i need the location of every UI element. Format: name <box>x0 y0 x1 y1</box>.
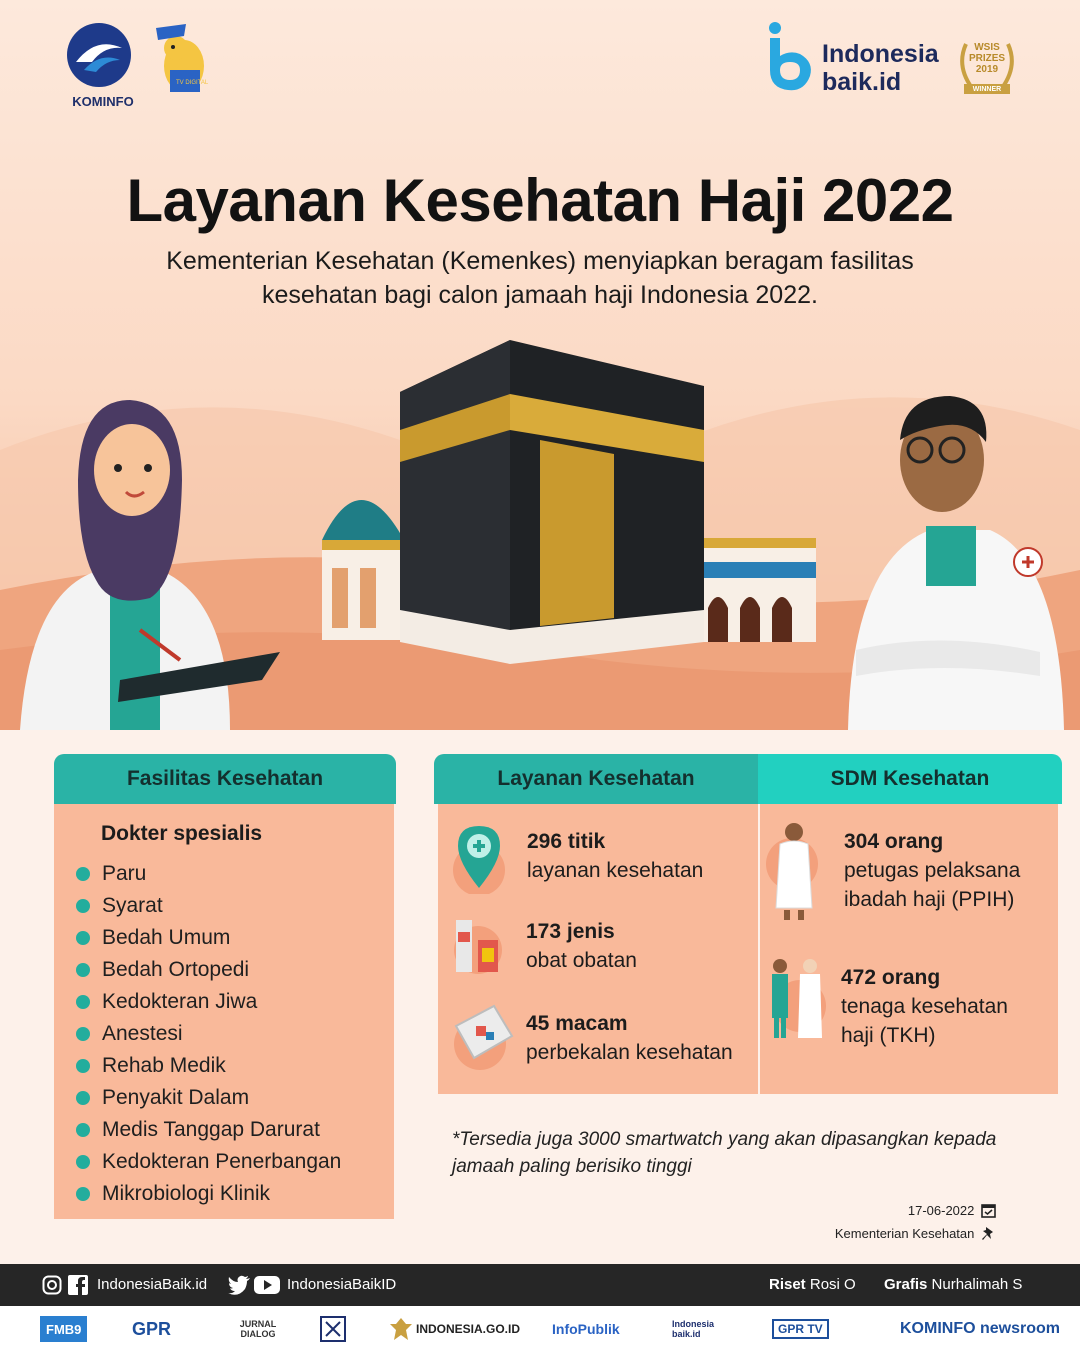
list-item: Kedokteran Penerbangan <box>76 1146 341 1178</box>
stat-tkh: 472 orang tenaga kesehatan haji (TKH) <box>841 966 1008 1047</box>
stat-ppih: 304 orang petugas pelaksana ibadah haji (PPIH) <box>844 830 1021 911</box>
bullet-icon <box>76 931 90 945</box>
wsis-line3: 2019 <box>975 64 999 75</box>
facebook-icon[interactable] <box>68 1275 88 1295</box>
list-item: Rehab Medik <box>76 1050 341 1082</box>
sdm-kesehatan-header: SDM Kesehatan <box>758 754 1062 804</box>
calendar-icon <box>981 1203 996 1218</box>
pin-icon <box>981 1226 996 1241</box>
bullet-icon <box>76 867 90 881</box>
page-subtitle: Kementerian Kesehatan (Kemenkes) menyiapkan beragam fasilitas kesehatan bagi calon jamaah haji Indonesia 2022. <box>166 247 914 309</box>
kominfo-label: KOMINFO <box>72 94 134 109</box>
partner-logo-kominfo-newsroom[interactable]: KOMINFO newsroom <box>900 1320 1061 1337</box>
bullet-icon <box>76 995 90 1009</box>
medicine-icon <box>450 912 510 976</box>
kominfo-logo <box>66 22 140 109</box>
wsis-line1: WSIS <box>974 42 1000 53</box>
page-title: Layanan Kesehatan Haji 2022 <box>126 167 954 234</box>
youtube-icon[interactable] <box>254 1275 280 1295</box>
partner-logo-indonesia-go-id[interactable]: INDONESIA.GO.ID <box>416 1322 521 1336</box>
indonesia-baik-line1: Indonesia <box>822 40 939 68</box>
specialist-list <box>76 858 341 1210</box>
location-pin-icon <box>450 822 508 894</box>
footer-social-bar <box>0 1264 1080 1306</box>
smartwatch-note: *Tersedia juga 3000 smartwatch yang akan dipasangkan kepada jamaah paling berisiko tinggi <box>452 1129 997 1177</box>
stat-titik: 296 titik layanan kesehatan <box>527 830 704 882</box>
publish-date: 17-06-2022 <box>908 1203 996 1218</box>
mosque-dome-icon <box>322 500 404 640</box>
stat-obat: 173 jenis obat obatan <box>526 920 637 972</box>
bullet-icon <box>76 963 90 977</box>
hajj-illustration <box>0 330 1080 730</box>
source-credit: Kementerian Kesehatan <box>835 1226 996 1241</box>
partner-logo-square-icon[interactable] <box>320 1316 346 1342</box>
partner-logo-gpr-tv[interactable]: GPR TV <box>772 1319 829 1339</box>
wsis-prizes-badge <box>954 36 1020 100</box>
indonesia-baik-b-icon <box>768 20 820 96</box>
hajj-pilgrim-icon <box>764 818 824 924</box>
handle-left[interactable]: IndonesiaBaik.id <box>97 1276 208 1293</box>
list-item: Paru <box>76 858 341 890</box>
list-item: Bedah Ortopedi <box>76 954 341 986</box>
footer-partner-bar <box>0 1306 1080 1350</box>
bullet-icon <box>76 1187 90 1201</box>
partner-logo-fmb9[interactable]: FMB9 <box>40 1316 87 1342</box>
partner-logo-gpr[interactable]: GPR <box>132 1318 172 1339</box>
medical-kit-icon <box>450 996 516 1072</box>
fasilitas-kesehatan-card <box>54 804 394 1219</box>
bullet-icon <box>76 1059 90 1073</box>
sdm-kesehatan-card <box>760 804 1058 1094</box>
partner-logo-indonesia-baik[interactable]: Indonesia baik.id <box>672 1319 715 1339</box>
tv-digital-mascot-icon <box>146 22 216 106</box>
list-item: Kedokteran Jiwa <box>76 986 341 1018</box>
instagram-icon[interactable] <box>42 1275 62 1295</box>
bullet-icon <box>76 1027 90 1041</box>
bullet-icon <box>76 899 90 913</box>
bullet-icon <box>76 1091 90 1105</box>
list-item: Mikrobiologi Klinik <box>76 1178 341 1210</box>
partner-logo-jurnal-dialog[interactable]: JURNAL DIALOG <box>239 1319 277 1339</box>
handle-right[interactable]: IndonesiaBaikID <box>287 1276 397 1293</box>
dokter-spesialis-heading: Dokter spesialis <box>101 822 263 845</box>
layanan-kesehatan-card <box>438 804 758 1094</box>
stat-perbekalan: 45 macam perbekalan kesehatan <box>526 1012 733 1064</box>
list-item: Bedah Umum <box>76 922 341 954</box>
bullet-icon <box>76 1123 90 1137</box>
fasilitas-kesehatan-header: Fasilitas Kesehatan <box>54 754 396 804</box>
list-item: Anestesi <box>76 1018 341 1050</box>
mosque-arcade-icon <box>700 538 816 642</box>
health-workers-icon <box>764 954 834 1042</box>
bullet-icon <box>76 1155 90 1169</box>
kaaba-icon <box>400 340 704 664</box>
riset-credit: Riset Rosi O <box>769 1276 856 1293</box>
grafis-credit: Grafis Nurhalimah S <box>884 1276 1023 1293</box>
wsis-line2: PRIZES <box>968 53 1006 64</box>
list-item: Penyakit Dalam <box>76 1082 341 1114</box>
layanan-kesehatan-header: Layanan Kesehatan <box>434 754 758 804</box>
indonesia-baik-logo <box>768 20 948 96</box>
list-item: Syarat <box>76 890 341 922</box>
kominfo-emblem-icon <box>66 22 132 88</box>
mascot-label: TV DIGITAL <box>176 80 209 86</box>
indonesia-baik-line2: baik.id <box>822 68 902 96</box>
list-item: Medis Tanggap Darurat <box>76 1114 341 1146</box>
partner-logo-infopublik[interactable]: InfoPublik <box>552 1321 620 1337</box>
twitter-icon[interactable] <box>228 1275 250 1295</box>
garuda-emblem-icon <box>388 1316 414 1342</box>
wsis-line4: WINNER <box>972 86 1002 93</box>
